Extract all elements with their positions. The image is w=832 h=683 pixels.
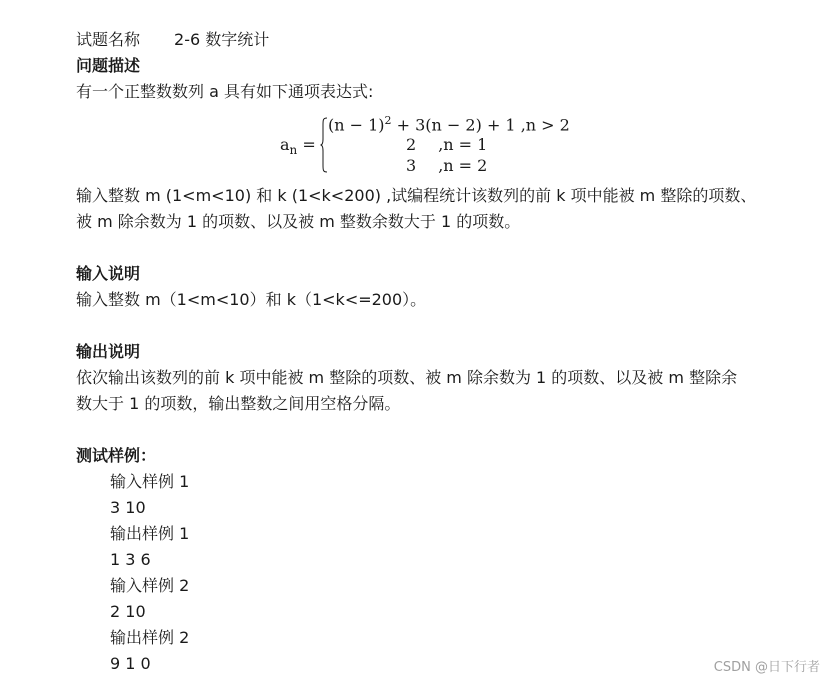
sample-line: 输出样例 1 — [110, 524, 190, 543]
sample-line: 输入样例 1 — [110, 472, 190, 491]
formula — [280, 113, 580, 179]
output-line-1: 依次输出该数列的前 k 项中能被 m 整除的项数、被 m 除余数为 1 的项数、以及被 m 整除余 — [76, 368, 738, 387]
description-line-2: 输入整数 m (1<m<10) 和 k (1<k<200) ,试编程统计该数列的前 k 项中能被 m 整除的项数、 — [76, 186, 757, 205]
input-text: 输入整数 m（1<m<10）和 k（1<k<=200）。 — [76, 290, 427, 309]
sample-line: 1 3 6 — [110, 550, 151, 569]
formula-case-1: $(n - 1)^2 + 3(n - 2) + 1$ ,n > 2 — [328, 114, 570, 135]
formula-case-2: 2 ,n = 1 — [406, 135, 488, 154]
sample-line: 3 10 — [110, 498, 146, 517]
input-heading: 输入说明 — [76, 264, 141, 283]
sample-line: 2 10 — [110, 602, 146, 621]
formula-case-3: 3 ,n = 2 — [406, 156, 488, 175]
output-heading: 输出说明 — [76, 342, 141, 361]
description-line-1: 有一个正整数数列 a 具有如下通项表达式: — [76, 82, 374, 101]
sample-line: 输入样例 2 — [110, 576, 190, 595]
samples-heading: 测试样例： — [76, 446, 157, 465]
description-heading: 问题描述 — [76, 56, 141, 75]
formula-brace — [320, 117, 328, 173]
output-line-2: 数大于 1 的项数，输出整数之间用空格分隔。 — [76, 394, 401, 413]
title-value: 2-6 数字统计 — [174, 30, 270, 49]
description-line-3: 被 m 除余数为 1 的项数、以及被 m 整数余数大于 1 的项数。 — [76, 212, 521, 231]
watermark: CSDN @日下行者 — [713, 660, 820, 675]
formula-lhs: $a_n$ = — [280, 135, 316, 158]
title-label: 试题名称 — [76, 30, 141, 49]
sample-line: 输出样例 2 — [110, 628, 190, 647]
problem-title — [76, 30, 269, 50]
sample-line: 9 1 0 — [110, 654, 151, 673]
